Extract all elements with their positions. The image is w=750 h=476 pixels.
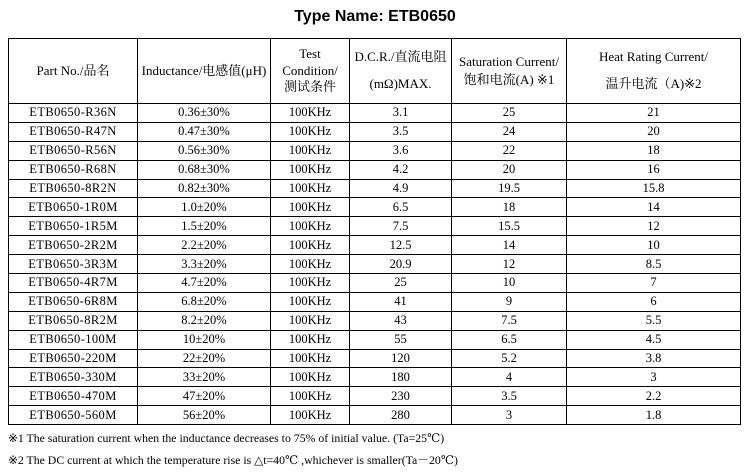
header-line: Saturation Current/ [458, 53, 559, 69]
cell-saturation-current: 10 [452, 274, 567, 293]
cell-saturation-current: 12 [452, 255, 567, 274]
table-row [9, 236, 741, 255]
cell-test-condition: 100KHz [271, 104, 350, 123]
cell-inductance: 1.0±20% [138, 198, 271, 217]
cell-saturation-current: 14 [452, 236, 567, 255]
cell-inductance: 2.2±20% [138, 236, 271, 255]
table-row [9, 179, 741, 198]
cell-saturation-current: 5.2 [452, 349, 567, 368]
cell-test-condition: 100KHz [271, 179, 350, 198]
cell-inductance: 0.68±30% [138, 160, 271, 179]
cell-heat-rating-current: 10 [567, 236, 741, 255]
cell-heat-rating-current: 7 [567, 274, 741, 293]
cell-saturation-current: 15.5 [452, 217, 567, 236]
cell-heat-rating-current: 16 [567, 160, 741, 179]
column-header-saturation-current [452, 39, 567, 104]
cell-inductance: 4.7±20% [138, 274, 271, 293]
cell-saturation-current: 24 [452, 122, 567, 141]
table-row [9, 217, 741, 236]
table-row [9, 122, 741, 141]
table-row [9, 349, 741, 368]
cell-test-condition: 100KHz [271, 255, 350, 274]
cell-part-number: ETB0650-R47N [9, 122, 138, 141]
cell-saturation-current: 4 [452, 368, 567, 387]
cell-dcr-max: 7.5 [350, 217, 452, 236]
table-row [9, 160, 741, 179]
cell-dcr-max: 230 [350, 387, 452, 406]
cell-inductance: 22±20% [138, 349, 271, 368]
cell-test-condition: 100KHz [271, 292, 350, 311]
table-row [9, 311, 741, 330]
cell-part-number: ETB0650-8R2M [9, 311, 138, 330]
cell-dcr-max: 4.9 [350, 179, 452, 198]
cell-dcr-max: 3.1 [350, 104, 452, 123]
cell-dcr-max: 4.2 [350, 160, 452, 179]
cell-dcr-max: 180 [350, 368, 452, 387]
column-header-heat-rating-current [567, 39, 741, 104]
header-line: 饱和电流(A) ※1 [463, 72, 555, 87]
cell-inductance: 0.82±30% [138, 179, 271, 198]
cell-part-number: ETB0650-6R8M [9, 292, 138, 311]
cell-heat-rating-current: 6 [567, 292, 741, 311]
cell-dcr-max: 3.6 [350, 141, 452, 160]
cell-saturation-current: 9 [452, 292, 567, 311]
cell-heat-rating-current: 12 [567, 217, 741, 236]
cell-heat-rating-current: 14 [567, 198, 741, 217]
cell-dcr-max: 280 [350, 406, 452, 425]
cell-part-number: ETB0650-100M [9, 330, 138, 349]
cell-inductance: 0.47±30% [138, 122, 271, 141]
cell-inductance: 1.5±20% [138, 217, 271, 236]
cell-saturation-current: 25 [452, 104, 567, 123]
cell-part-number: ETB0650-220M [9, 349, 138, 368]
cell-part-number: ETB0650-R56N [9, 141, 138, 160]
cell-test-condition: 100KHz [271, 274, 350, 293]
cell-test-condition: 100KHz [271, 122, 350, 141]
cell-saturation-current: 3 [452, 406, 567, 425]
cell-inductance: 6.8±20% [138, 292, 271, 311]
cell-heat-rating-current: 8.5 [567, 255, 741, 274]
cell-part-number: ETB0650-470M [9, 387, 138, 406]
cell-inductance: 3.3±20% [138, 255, 271, 274]
spec-table-header [9, 39, 741, 104]
table-row [9, 274, 741, 293]
table-row [9, 292, 741, 311]
table-row [9, 330, 741, 349]
cell-dcr-max: 120 [350, 349, 452, 368]
table-row [9, 406, 741, 425]
cell-saturation-current: 3.5 [452, 387, 567, 406]
table-row [9, 141, 741, 160]
cell-part-number: ETB0650-3R3M [9, 255, 138, 274]
cell-test-condition: 100KHz [271, 160, 350, 179]
header-line: D.C.R./直流电阻 [354, 49, 447, 65]
footnote-heat-rating-current: ※2 The DC current at which the temperature rise is △t=40℃ ,whichever is smaller(Ta－20℃) [8, 453, 458, 467]
cell-part-number: ETB0650-1R0M [9, 198, 138, 217]
cell-part-number: ETB0650-R68N [9, 160, 138, 179]
table-row [9, 255, 741, 274]
cell-test-condition: 100KHz [271, 387, 350, 406]
cell-part-number: ETB0650-8R2N [9, 179, 138, 198]
cell-heat-rating-current: 18 [567, 141, 741, 160]
cell-test-condition: 100KHz [271, 311, 350, 330]
cell-dcr-max: 25 [350, 274, 452, 293]
cell-part-number: ETB0650-1R5M [9, 217, 138, 236]
table-row [9, 198, 741, 217]
cell-inductance: 33±20% [138, 368, 271, 387]
cell-heat-rating-current: 3.8 [567, 349, 741, 368]
cell-part-number: ETB0650-2R2M [9, 236, 138, 255]
header-line: Test [299, 45, 321, 61]
footnotes [8, 427, 744, 471]
cell-inductance: 8.2±20% [138, 311, 271, 330]
cell-inductance: 0.56±30% [138, 141, 271, 160]
cell-dcr-max: 55 [350, 330, 452, 349]
cell-heat-rating-current: 21 [567, 104, 741, 123]
footnote-saturation-current: ※1 The saturation current when the inductance decreases to 75% of initial value. (Ta=25℃) [8, 431, 445, 445]
header-line: Inductance/电感值(μH) [141, 62, 267, 78]
table-row [9, 104, 741, 123]
cell-saturation-current: 18 [452, 198, 567, 217]
cell-test-condition: 100KHz [271, 198, 350, 217]
cell-saturation-current: 6.5 [452, 330, 567, 349]
header-line: Part No./品名 [36, 62, 110, 78]
cell-saturation-current: 22 [452, 141, 567, 160]
cell-test-condition: 100KHz [271, 349, 350, 368]
cell-dcr-max: 12.5 [350, 236, 452, 255]
cell-dcr-max: 43 [350, 311, 452, 330]
cell-saturation-current: 20 [452, 160, 567, 179]
header-line: (mΩ)MAX. [369, 76, 432, 91]
cell-heat-rating-current: 20 [567, 122, 741, 141]
cell-inductance: 56±20% [138, 406, 271, 425]
header-row [9, 39, 741, 104]
cell-part-number: ETB0650-330M [9, 368, 138, 387]
cell-dcr-max: 3.5 [350, 122, 452, 141]
cell-heat-rating-current: 1.8 [567, 406, 741, 425]
header-line: Condition/ [282, 62, 338, 78]
cell-inductance: 47±20% [138, 387, 271, 406]
cell-saturation-current: 7.5 [452, 311, 567, 330]
table-row [9, 368, 741, 387]
column-header-inductance [138, 39, 271, 104]
cell-dcr-max: 6.5 [350, 198, 452, 217]
cell-dcr-max: 20.9 [350, 255, 452, 274]
cell-inductance: 0.36±30% [138, 104, 271, 123]
cell-part-number: ETB0650-R36N [9, 104, 138, 123]
cell-test-condition: 100KHz [271, 406, 350, 425]
cell-test-condition: 100KHz [271, 217, 350, 236]
table-row [9, 387, 741, 406]
cell-heat-rating-current: 4.5 [567, 330, 741, 349]
cell-heat-rating-current: 15.8 [567, 179, 741, 198]
header-line: 温升电流（A)※2 [605, 76, 702, 91]
cell-saturation-current: 19.5 [452, 179, 567, 198]
cell-test-condition: 100KHz [271, 141, 350, 160]
spec-table [8, 38, 741, 425]
cell-test-condition: 100KHz [271, 236, 350, 255]
header-line: 测试条件 [283, 79, 336, 95]
cell-inductance: 10±20% [138, 330, 271, 349]
column-header-part-number [9, 39, 138, 104]
column-header-dcr-max [350, 39, 452, 104]
cell-test-condition: 100KHz [271, 368, 350, 387]
cell-part-number: ETB0650-4R7M [9, 274, 138, 293]
cell-test-condition: 100KHz [271, 330, 350, 349]
cell-heat-rating-current: 2.2 [567, 387, 741, 406]
cell-dcr-max: 41 [350, 292, 452, 311]
cell-part-number: ETB0650-560M [9, 406, 138, 425]
cell-heat-rating-current: 3 [567, 368, 741, 387]
column-header-test-condition [271, 39, 350, 104]
cell-heat-rating-current: 5.5 [567, 311, 741, 330]
page-title: Type Name: ETB0650 [294, 8, 456, 25]
header-line: Heat Rating Current/ [598, 49, 709, 65]
spec-table-body [9, 104, 741, 425]
